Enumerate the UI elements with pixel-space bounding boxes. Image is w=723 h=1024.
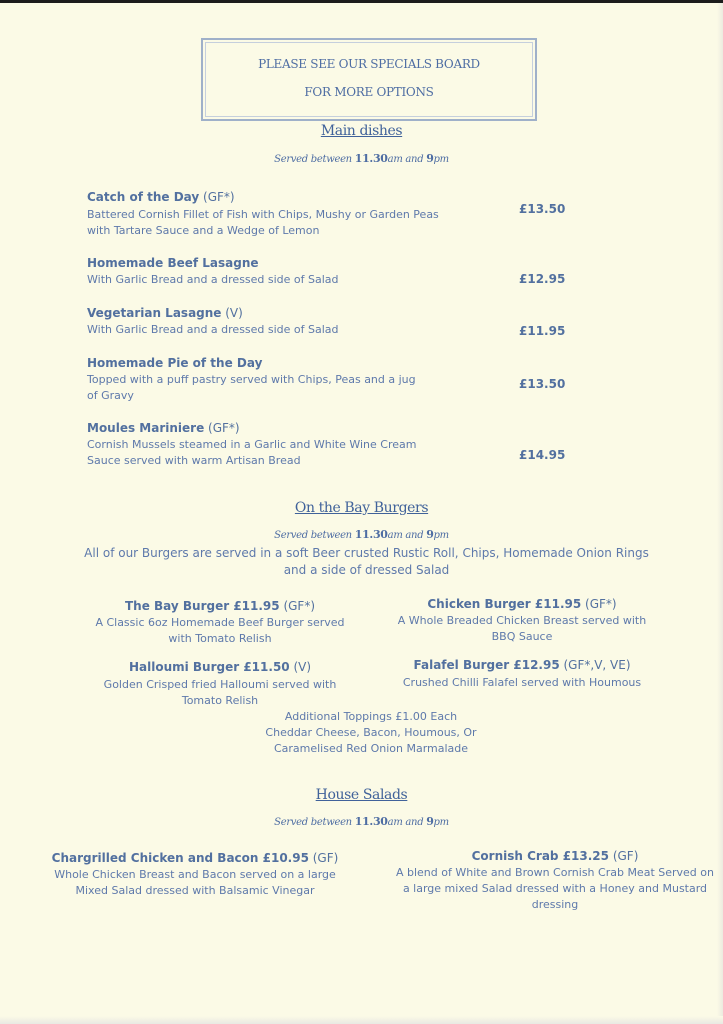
burger-desc-line: with Tomato Relish <box>168 632 272 645</box>
additional-toppings <box>221 709 521 757</box>
dish-desc-line: of Gravy <box>87 389 134 402</box>
served-text: pm <box>433 530 449 541</box>
dish-tag: (V) <box>221 306 243 320</box>
dish-price: £14.95 <box>519 448 566 462</box>
dish-desc-line: Topped with a puff pastry served with Chips, Peas and a jug <box>87 373 416 386</box>
dish-desc-line: With Garlic Bread and a dressed side of Salad <box>87 273 339 286</box>
dish-title: Catch of the Day <box>87 190 200 204</box>
burger-desc-line: Tomato Relish <box>181 694 259 707</box>
dish-tag: (GF*) <box>199 190 235 204</box>
served-text: am and <box>387 154 427 165</box>
salad-desc-line: dressing <box>531 898 579 911</box>
burger-desc-line: A Whole Breaded Chicken Breast served with <box>397 614 647 627</box>
dish-name <box>87 356 262 370</box>
burgers-intro-line: All of our Burgers are served in a soft Beer crusted Rustic Roll, Chips, Homemade Onion Rings <box>84 546 649 560</box>
toppings-line: Cheddar Cheese, Bacon, Houmous, Or <box>265 726 477 739</box>
dish-description <box>87 207 467 239</box>
toppings-line: Additional Toppings £1.00 Each <box>284 710 458 723</box>
served-start-time: 11.30 <box>354 815 388 828</box>
dish-name <box>87 421 240 435</box>
served-text: am and <box>387 530 427 541</box>
served-text: pm <box>433 817 449 828</box>
dish-desc-line: with Tartare Sauce and a Wedge of Lemon <box>87 224 320 237</box>
specials-line-1: PLEASE SEE OUR SPECIALS BOARD <box>258 57 480 71</box>
served-start-time: 11.30 <box>354 152 388 165</box>
salad-name: Chargrilled Chicken and Bacon £10.95 <box>51 851 309 865</box>
burger-tag: (V) <box>289 660 312 674</box>
toppings-line: Caramelised Red Onion Marmalade <box>273 742 469 755</box>
specials-line-2: FOR MORE OPTIONS <box>304 85 434 99</box>
salad-desc-line: Whole Chicken Breast and Bacon served on a large <box>54 868 336 881</box>
dish-title: Homemade Beef Lasagne <box>87 256 259 270</box>
burger-name: Chicken Burger £11.95 <box>427 597 582 611</box>
dish-desc-line: Battered Cornish Fillet of Fish with Chips, Mushy or Garden Peas <box>87 208 439 221</box>
main-dishes-title: Main dishes <box>320 123 403 139</box>
salad-item-heading <box>390 849 720 863</box>
salad-tag: (GF) <box>609 849 639 863</box>
burger-name: Falafel Burger £12.95 <box>413 658 560 672</box>
served-end-time: 9 <box>426 528 434 541</box>
salads-served-times <box>0 815 723 828</box>
house-salads-title: House Salads <box>315 787 408 803</box>
burger-tag: (GF*) <box>581 597 617 611</box>
served-text: pm <box>433 154 449 165</box>
burger-desc-line: Golden Crisped fried Halloumi served with <box>103 678 337 691</box>
burgers-intro-line: and a side of dressed Salad <box>283 563 450 577</box>
dish-description <box>87 272 467 288</box>
dish-description <box>87 322 467 338</box>
salad-desc-line: a large mixed Salad dressed with a Honey and Mustard <box>402 882 708 895</box>
burger-name: Halloumi Burger £11.50 <box>128 660 290 674</box>
burger-item-description <box>372 613 672 645</box>
burger-desc-line: A Classic 6oz Homemade Beef Burger served <box>95 616 345 629</box>
burger-item-heading <box>70 660 370 674</box>
salad-desc-line: Mixed Salad dressed with Balsamic Vinegar <box>75 884 315 897</box>
served-end-time: 9 <box>426 152 434 165</box>
burgers-intro <box>60 545 673 579</box>
dish-desc-line: With Garlic Bread and a dressed side of Salad <box>87 323 339 336</box>
main-served-times <box>0 152 723 165</box>
page-bottom-shadow <box>0 1016 723 1024</box>
dish-title: Homemade Pie of the Day <box>87 356 263 370</box>
dish-name <box>87 256 259 270</box>
dish-price: £13.50 <box>519 377 566 391</box>
dish-name <box>87 306 243 320</box>
burgers-title: On the Bay Burgers <box>294 500 429 516</box>
burger-tag: (GF*,V, VE) <box>559 658 631 672</box>
dish-desc-line: Sauce served with warm Artisan Bread <box>87 454 301 467</box>
dish-description <box>87 372 467 404</box>
burger-item-heading <box>70 599 370 613</box>
served-text: Served between <box>274 154 355 165</box>
burger-item-heading <box>372 658 672 672</box>
salad-name: Cornish Crab £13.25 <box>471 849 609 863</box>
dish-description <box>87 437 467 469</box>
dish-price: £13.50 <box>519 202 566 216</box>
burger-item-description <box>372 675 672 691</box>
dish-name <box>87 190 235 204</box>
salad-tag: (GF) <box>308 851 339 865</box>
salad-item-description <box>40 867 350 899</box>
salad-item-description <box>390 865 720 913</box>
served-text: am and <box>387 817 427 828</box>
served-start-time: 11.30 <box>354 528 388 541</box>
served-text: Served between <box>274 530 355 541</box>
burger-item-heading <box>372 597 672 611</box>
dish-price: £12.95 <box>519 272 566 286</box>
burger-tag: (GF*) <box>279 599 316 613</box>
burger-item-description <box>70 677 370 709</box>
page-edge-shadow <box>717 3 723 1024</box>
served-end-time: 9 <box>426 815 434 828</box>
dish-price: £11.95 <box>519 324 566 338</box>
burgers-served-times <box>0 528 723 541</box>
salad-desc-line: A blend of White and Brown Cornish Crab Meat Served on <box>395 866 714 879</box>
salad-item-heading <box>40 851 350 865</box>
dish-tag: (GF*) <box>204 421 240 435</box>
burger-name: The Bay Burger £11.95 <box>124 599 280 613</box>
burger-desc-line: Crushed Chilli Falafel served with Houmous <box>402 676 642 689</box>
dish-title: Vegetarian Lasagne <box>87 306 222 320</box>
burger-item-description <box>70 615 370 647</box>
served-text: Served between <box>274 817 355 828</box>
dish-desc-line: Cornish Mussels steamed in a Garlic and White Wine Cream <box>87 438 417 451</box>
dish-title: Moules Mariniere <box>87 421 205 435</box>
specials-notice-box <box>201 38 537 121</box>
burger-desc-line: BBQ Sauce <box>491 630 553 643</box>
